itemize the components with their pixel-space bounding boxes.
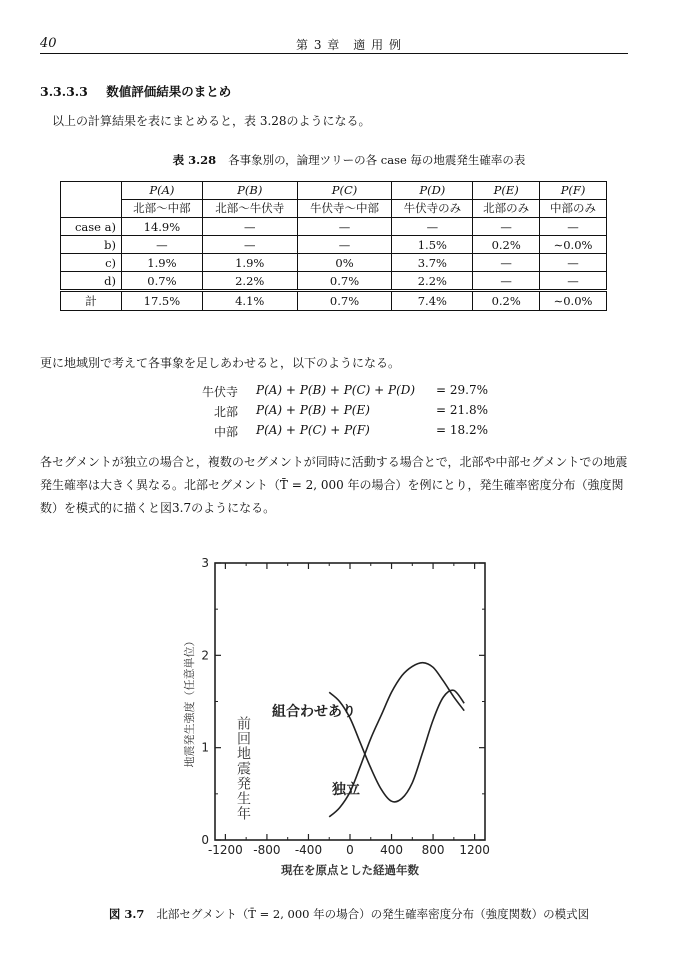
figure-caption [0,906,698,922]
table-cell: — [473,254,540,272]
equation-expression: P(A) + P(B) + P(C) + P(D) [256,383,416,397]
table-row [61,236,607,254]
total-cell: 17.5% [122,291,203,311]
y-tick-label: 0 [201,833,209,847]
column-desc: 北部〜中部 [122,200,203,218]
table-row [61,218,607,236]
x-tick-label: -400 [294,843,323,857]
equation-row [178,383,488,405]
figure-caption-label: 図 3.7 [108,907,145,921]
row-label: c) [61,254,122,272]
table-cell: — [122,236,203,254]
equation-row [178,423,488,445]
table-cell: 0% [297,254,392,272]
table-cell: — [540,272,607,291]
total-cell: 7.4% [392,291,473,311]
column-symbol: P(E) [473,182,540,200]
total-cell: 0.7% [297,291,392,311]
column-symbol: P(C) [297,182,392,200]
intensity-chart [180,548,520,880]
y-axis-label: 地震発生強度（任意単位） [183,635,196,768]
equation-value: = 21.8% [436,403,488,417]
column-desc: 北部〜牛伏寺 [202,200,297,218]
row-label: case a) [61,218,122,236]
x-tick-label: -1200 [207,843,243,857]
table-cell: 2.2% [392,272,473,291]
table-cell: — [540,254,607,272]
probability-table [60,181,607,311]
table-caption [0,152,698,168]
section-number: 3.3.3.3 [40,84,88,99]
table-cell: — [202,236,297,254]
table-cell: — [202,218,297,236]
total-cell: ∼0.0% [540,291,607,311]
page-number: 40 [40,36,57,51]
table-cell: 0.7% [122,272,203,291]
equation-label: 牛伏寺 [201,385,238,399]
table-cell: 1.9% [202,254,297,272]
figure-caption-text: 北部セグメント（T̄ = 2, 000 年の場合）の発生確率密度分布（強度関数）の模式図 [156,907,590,921]
table-cell: — [297,236,392,254]
equation-value: = 29.7% [436,383,488,397]
previous-quake-label: 前回地震発生年 [235,716,251,821]
column-symbol: P(A) [122,182,203,200]
column-desc: 牛伏寺〜中部 [297,200,392,218]
series-label-independent: 独立 [332,782,360,798]
equation-value: = 18.2% [436,423,488,437]
table-cell: 0.7% [297,272,392,291]
table-cell: — [392,218,473,236]
segment-paragraph: 各セグメントが独立の場合と，複数のセグメントが同時に活動する場合とで，北部や中部セグメントでの地震発生確率は大きく異なる。北部セグメント（T̄ = 2, 000 年の場合）を例にとり，発生確率密度分布（強度関数）を模式的に描くと図3.7のようになる。 [40,455,628,515]
column-desc: 牛伏寺のみ [392,200,473,218]
x-tick-label: -800 [253,843,281,857]
table-cell: 1.9% [122,254,203,272]
column-desc: 中部のみ [540,200,607,218]
section-title: 数値評価結果のまとめ [106,84,232,99]
column-symbol: P(F) [540,182,607,200]
equation-expression: P(A) + P(C) + P(F) [256,423,370,437]
x-tick-label: 800 [421,843,445,857]
table-cell: ∼0.0% [540,236,607,254]
equation-label: 中部 [213,425,238,439]
table-cell: — [540,218,607,236]
series-label-combined: 組合わせあり [272,704,356,720]
chapter-heading: 第 3 章 適 用 例 [296,38,402,52]
table-cell: 3.7% [392,254,473,272]
plot-frame [215,563,485,840]
equation-expression: P(A) + P(B) + P(E) [256,403,370,417]
y-tick-label: 2 [201,648,209,663]
equation-label: 北部 [213,405,238,419]
section-heading [40,82,231,100]
table-row [61,254,607,272]
region-paragraph: 更に地域別で考えて各事象を足しあわせると，以下のようになる。 [40,356,401,370]
y-tick-label: 3 [201,556,209,570]
y-tick-label: 1 [201,740,209,755]
row-label: b) [61,236,122,254]
table-header-desc-row [61,200,607,218]
row-label: d) [61,272,122,291]
table-corner-cell [61,182,122,218]
table-cell: 1.5% [392,236,473,254]
total-label: 計 [61,291,122,311]
column-desc: 北部のみ [473,200,540,218]
table-caption-label: 表 3.28 [172,153,217,167]
table-cell: — [297,218,392,236]
table-cell: — [473,272,540,291]
table-cell: — [473,218,540,236]
equation-row [178,403,488,425]
x-axis-label: 現在を原点とした経過年数 [281,863,419,877]
table-cell: 0.2% [473,236,540,254]
table-caption-text: 各事象別の，論理ツリーの各 case 毎の地震発生確率の表 [228,153,526,167]
column-symbol: P(D) [392,182,473,200]
table-row [61,272,607,291]
x-tick-label: 1200 [459,843,490,857]
total-cell: 0.2% [473,291,540,311]
x-tick-label: 0 [346,843,354,857]
table-total-row [61,291,607,311]
intro-paragraph: 以上の計算結果を表にまとめると，表 3.28のようになる。 [52,114,371,128]
header-rule [40,53,628,54]
total-cell: 4.1% [202,291,297,311]
x-tick-label: 400 [380,843,403,857]
table-cell: 2.2% [202,272,297,291]
column-symbol: P(B) [202,182,297,200]
table-header-row [61,182,607,200]
table-cell: 14.9% [122,218,203,236]
